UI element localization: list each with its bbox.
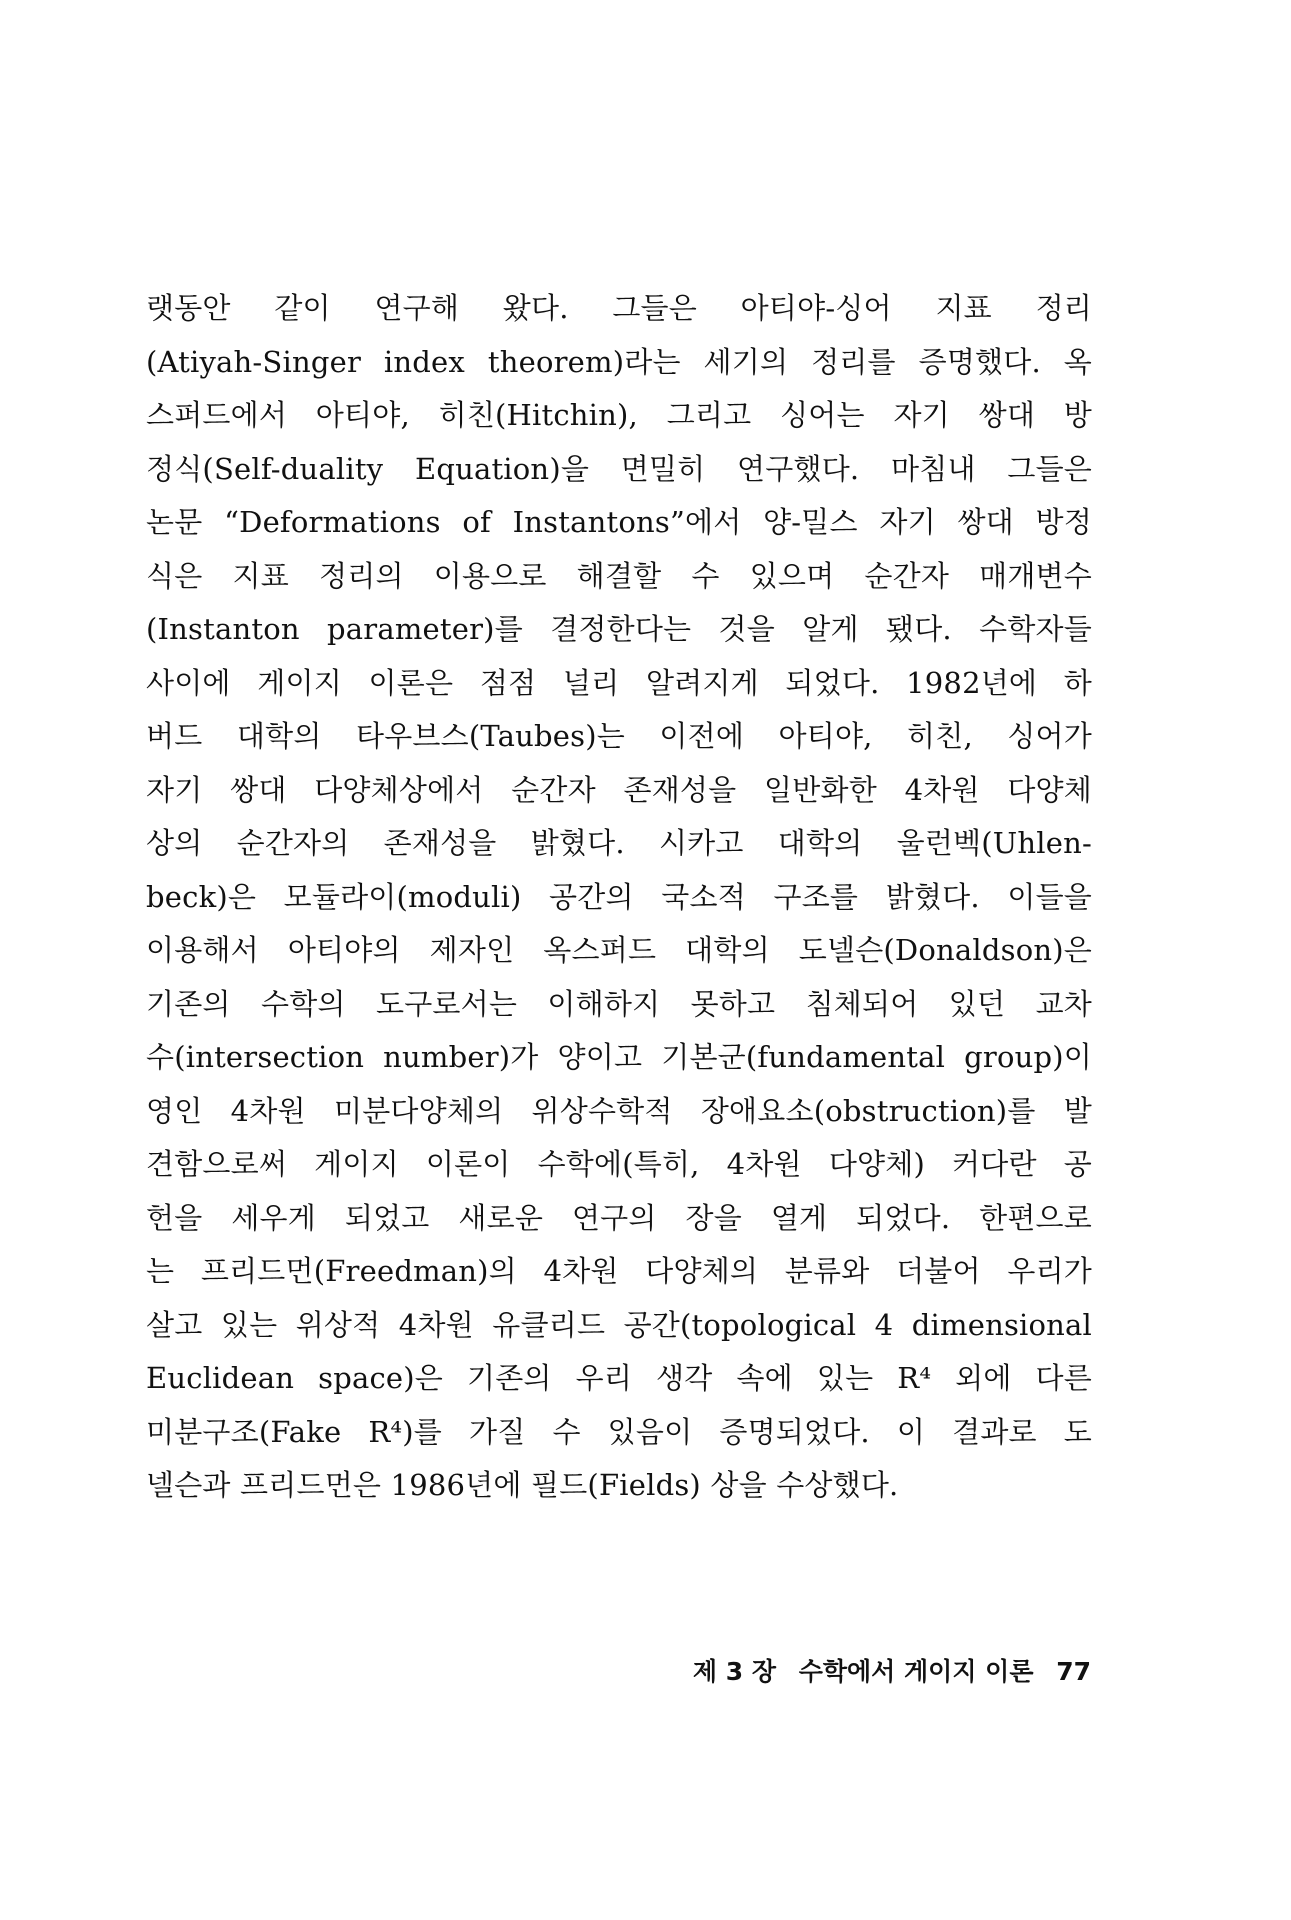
text-line: 는 프리드먼(Freedman)의 4차원 다양체의 분류와 더불어 우리가	[146, 1254, 1092, 1288]
text-line: 사이에 게이지 이론은 점점 널리 알려지게 되었다. 1982년에 하	[146, 665, 1092, 700]
text-line: (Atiyah-Singer index theorem)라는 세기의 정리를 증명했다. 옥	[146, 344, 1092, 379]
text-line: 이용해서 아티야의 제자인 옥스퍼드 대학의 도넬슨(Donaldson)은	[146, 933, 1092, 967]
text-line: 자기 쌍대 다양체상에서 순간자 존재성을 일반화한 4차원 다양체	[146, 772, 1092, 807]
text-line: 살고 있는 위상적 4차원 유클리드 공간(topological 4 dimensional	[146, 1307, 1092, 1342]
text-line: 미분구조(Fake R⁴)를 가질 수 있음이 증명되었다. 이 결과로 도	[146, 1414, 1092, 1449]
text-line: 버드 대학의 타우브스(Taubes)는 이전에 아티야, 히친, 싱어가	[146, 719, 1092, 753]
text-line: 정식(Self-duality Equation)을 면밀히 연구했다. 마침내 그들은	[146, 451, 1092, 486]
text-line: 식은 지표 정리의 이용으로 해결할 수 있으며 순간자 매개변수	[146, 558, 1092, 593]
page-number: 77	[1056, 1657, 1091, 1686]
text-line: 영인 4차원 미분다양체의 위상수학적 장애요소(obstruction)를 발	[146, 1093, 1092, 1128]
footer-chapter: 제 3 장	[692, 1657, 776, 1686]
text-line: 수(intersection number)가 양이고 기본군(fundamental group)이	[146, 1040, 1092, 1074]
text-line: 넬슨과 프리드먼은 1986년에 필드(Fields) 상을 수상했다.	[146, 1468, 899, 1502]
text-line: beck)은 모듈라이(moduli) 공간의 국소적 구조를 밝혔다. 이들을	[146, 879, 1092, 914]
text-line: (Instanton parameter)를 결정한다는 것을 알게 됐다. 수학자들	[146, 612, 1092, 646]
running-footer	[693, 1652, 1091, 1688]
body-paragraph	[146, 282, 1092, 1513]
text-line: 논문 “Deformations of Instantons”에서 양-밀스 자기 쌍대 방정	[146, 505, 1092, 539]
text-line: 랫동안 같이 연구해 왔다. 그들은 아티야-싱어 지표 정리	[146, 291, 1092, 325]
text-line: Euclidean space)은 기존의 우리 생각 속에 있는 R⁴ 외에 다른	[146, 1361, 1092, 1395]
text-line: 상의 순간자의 존재성을 밝혔다. 시카고 대학의 울런벡(Uhlen-	[146, 826, 1092, 860]
text-line: 기존의 수학의 도구로서는 이해하지 못하고 침체되어 있던 교차	[146, 986, 1092, 1021]
text-line: 헌을 세우게 되었고 새로운 연구의 장을 열게 되었다. 한편으로	[146, 1200, 1092, 1235]
text-line: 스퍼드에서 아티야, 히친(Hitchin), 그리고 싱어는 자기 쌍대 방	[146, 398, 1092, 432]
footer-chapter-title: 수학에서 게이지 이론	[798, 1657, 1034, 1686]
text-line: 견함으로써 게이지 이론이 수학에(특히, 4차원 다양체) 커다란 공	[146, 1147, 1092, 1181]
